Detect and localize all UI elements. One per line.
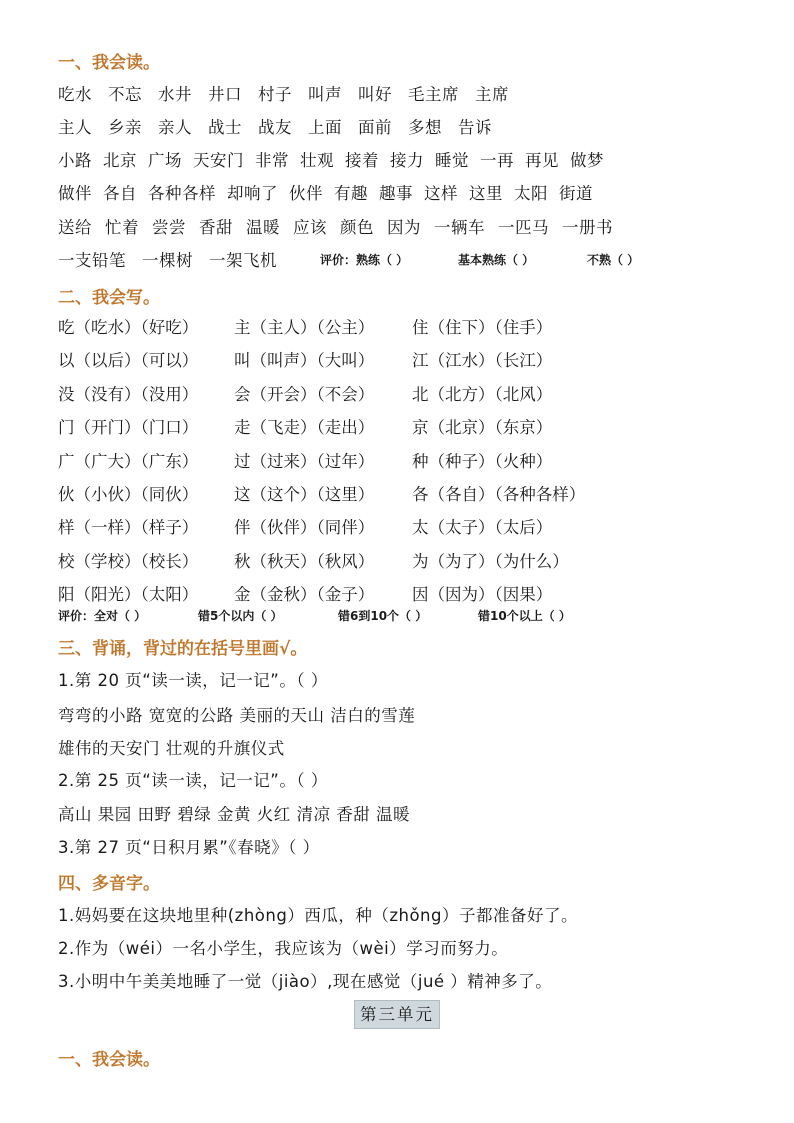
word: 应该 <box>293 218 327 237</box>
eval-item: 基本熟练（ ） <box>458 253 535 267</box>
char-entry: 没（没有）（没用） <box>58 385 199 404</box>
word: 睡觉 <box>435 151 469 170</box>
word: 这样 <box>424 184 458 203</box>
char-entry: 北（北方）（北风） <box>412 385 553 404</box>
word: 天安门 <box>193 151 244 170</box>
char-row <box>58 381 738 403</box>
char-entry: 伙（小伙）（同伙） <box>58 485 199 504</box>
word: 战友 <box>258 118 292 137</box>
word: 有趣 <box>334 184 368 203</box>
word: 井口 <box>208 85 242 104</box>
word: 广场 <box>148 151 182 170</box>
word: 叫声 <box>308 85 342 104</box>
word: 主人 <box>58 118 92 137</box>
word: 毛主席 <box>408 85 459 104</box>
section-heading-polyphone: 四、多音字。 <box>58 874 160 894</box>
word: 多想 <box>408 118 442 137</box>
char-entry: 种（种子）（火种） <box>412 452 553 471</box>
unit-title: 第三单元 <box>354 1000 440 1029</box>
word: 不忘 <box>108 85 142 104</box>
word: 这里 <box>469 184 503 203</box>
polyphone-sentence: 2.作为（wéi）一名小学生，我应该为（wèi）学习而努力。 <box>58 939 509 958</box>
eval-item: 错5个以内（ ） <box>198 609 283 623</box>
char-entry: 这（这个）（这里） <box>234 485 375 504</box>
char-entry: 以（以后）（可以） <box>58 351 199 370</box>
recite-item: 3.第 27 页“日积月累”《春晓》（ ） <box>58 838 320 857</box>
char-entry: 吃（吃水）（好吃） <box>58 318 199 337</box>
char-entry: 住（住下）（住手） <box>412 318 553 337</box>
word: 温暖 <box>246 218 280 237</box>
word: 送给 <box>58 218 92 237</box>
word: 忙着 <box>105 218 139 237</box>
word: 各自 <box>103 184 137 203</box>
word: 一支铅笔 <box>58 251 126 270</box>
recite-item: 2.第 25 页“读一读，记一记”。（ ） <box>58 771 328 790</box>
char-entry: 样（一样）（样子） <box>58 518 199 537</box>
char-entry: 江（江水）（长江） <box>412 351 553 370</box>
char-entry: 金（金秋）（金子） <box>234 585 375 604</box>
char-row <box>58 481 738 503</box>
word: 战士 <box>208 118 242 137</box>
word-row <box>58 114 508 138</box>
eval-item: 评价：全对（ ） <box>58 609 147 623</box>
word: 非常 <box>255 151 289 170</box>
word: 做伴 <box>58 184 92 203</box>
word: 趣事 <box>379 184 413 203</box>
word: 壮观 <box>300 151 334 170</box>
word: 一辆车 <box>434 218 485 237</box>
word: 乡亲 <box>108 118 142 137</box>
word: 主席 <box>475 85 509 104</box>
polyphone-sentence: 1.妈妈要在这块地里种(zhòng）西瓜，种（zhǒng）子都准备好了。 <box>58 906 578 925</box>
char-row <box>58 448 738 470</box>
char-entry: 太（太子）（太后） <box>412 518 553 537</box>
recite-item: 1.第 20 页“读一读，记一记”。（ ） <box>58 671 328 690</box>
char-entry: 过（过来）（过年） <box>234 452 375 471</box>
char-row <box>58 347 738 369</box>
word-row <box>58 81 525 105</box>
char-entry: 广（广大）（广东） <box>58 452 199 471</box>
word: 水井 <box>158 85 192 104</box>
word: 香甜 <box>199 218 233 237</box>
word: 街道 <box>559 184 593 203</box>
char-row <box>58 414 738 436</box>
word: 尝尝 <box>152 218 186 237</box>
word: 叫好 <box>358 85 392 104</box>
eval-item: 错10个以上（ ） <box>478 609 571 623</box>
char-row <box>58 514 738 536</box>
char-entry: 京（北京）（东京） <box>412 418 553 437</box>
word: 一棵树 <box>142 251 193 270</box>
word-row <box>58 180 604 204</box>
polyphone-sentence: 3.小明中午美美地睡了一觉（jiào）,现在感觉（jué ）精神多了。 <box>58 972 553 991</box>
recite-phrases: 弯弯的小路 宽宽的公路 美丽的天山 洁白的雪莲 <box>58 706 416 725</box>
word: 颜色 <box>340 218 374 237</box>
word: 告诉 <box>458 118 492 137</box>
char-entry: 主（主人）（公主） <box>234 318 375 337</box>
char-entry: 叫（叫声）（大叫） <box>234 351 375 370</box>
word-row <box>58 247 293 271</box>
char-row <box>58 581 738 603</box>
word: 村子 <box>258 85 292 104</box>
char-entry: 伴（伙伴）（同伴） <box>234 518 375 537</box>
word: 上面 <box>308 118 342 137</box>
word: 因为 <box>387 218 421 237</box>
word: 一册书 <box>562 218 613 237</box>
section-heading-read-unit3: 一、我会读。 <box>58 1050 160 1070</box>
char-entry: 为（为了）（为什么） <box>412 552 569 571</box>
char-row <box>58 548 738 570</box>
word-row <box>58 147 615 171</box>
section-heading-read: 一、我会读。 <box>58 53 160 73</box>
char-entry: 门（开门）（门口） <box>58 418 199 437</box>
word: 接着 <box>345 151 379 170</box>
word: 做梦 <box>570 151 604 170</box>
section-heading-write: 二、我会写。 <box>58 288 160 308</box>
recite-phrases: 高山 果园 田野 碧绿 金黄 火红 清凉 香甜 温暖 <box>58 805 410 824</box>
word: 一匹马 <box>498 218 549 237</box>
word: 各种各样 <box>148 184 216 203</box>
word: 小路 <box>58 151 92 170</box>
char-entry: 校（学校）（校长） <box>58 552 199 571</box>
word: 吃水 <box>58 85 92 104</box>
word: 亲人 <box>158 118 192 137</box>
word: 再见 <box>525 151 559 170</box>
section-heading-recite: 三、背诵，背过的在括号里画√。 <box>58 639 308 659</box>
eval-item: 评价：熟练（ ） <box>320 253 409 267</box>
eval-item: 不熟（ ） <box>587 253 640 267</box>
eval-item: 错6到10个（ ） <box>338 609 428 623</box>
char-entry: 走（飞走）（走出） <box>234 418 375 437</box>
word: 却响了 <box>227 184 278 203</box>
word: 面前 <box>358 118 392 137</box>
word: 接力 <box>390 151 424 170</box>
char-entry: 各（各自）（各种各样） <box>412 485 586 504</box>
word: 一架飞机 <box>209 251 277 270</box>
word: 一再 <box>480 151 514 170</box>
char-entry: 会（开会）（不会） <box>234 385 375 404</box>
word: 北京 <box>103 151 137 170</box>
word: 伙伴 <box>289 184 323 203</box>
char-row <box>58 314 738 336</box>
char-entry: 秋（秋天）（秋风） <box>234 552 375 571</box>
recite-phrases: 雄伟的天安门 壮观的升旗仪式 <box>58 739 285 758</box>
char-entry: 因（因为）（因果） <box>412 585 553 604</box>
word: 太阳 <box>514 184 548 203</box>
char-entry: 阳（阳光）（太阳） <box>58 585 199 604</box>
word-row <box>58 214 626 238</box>
